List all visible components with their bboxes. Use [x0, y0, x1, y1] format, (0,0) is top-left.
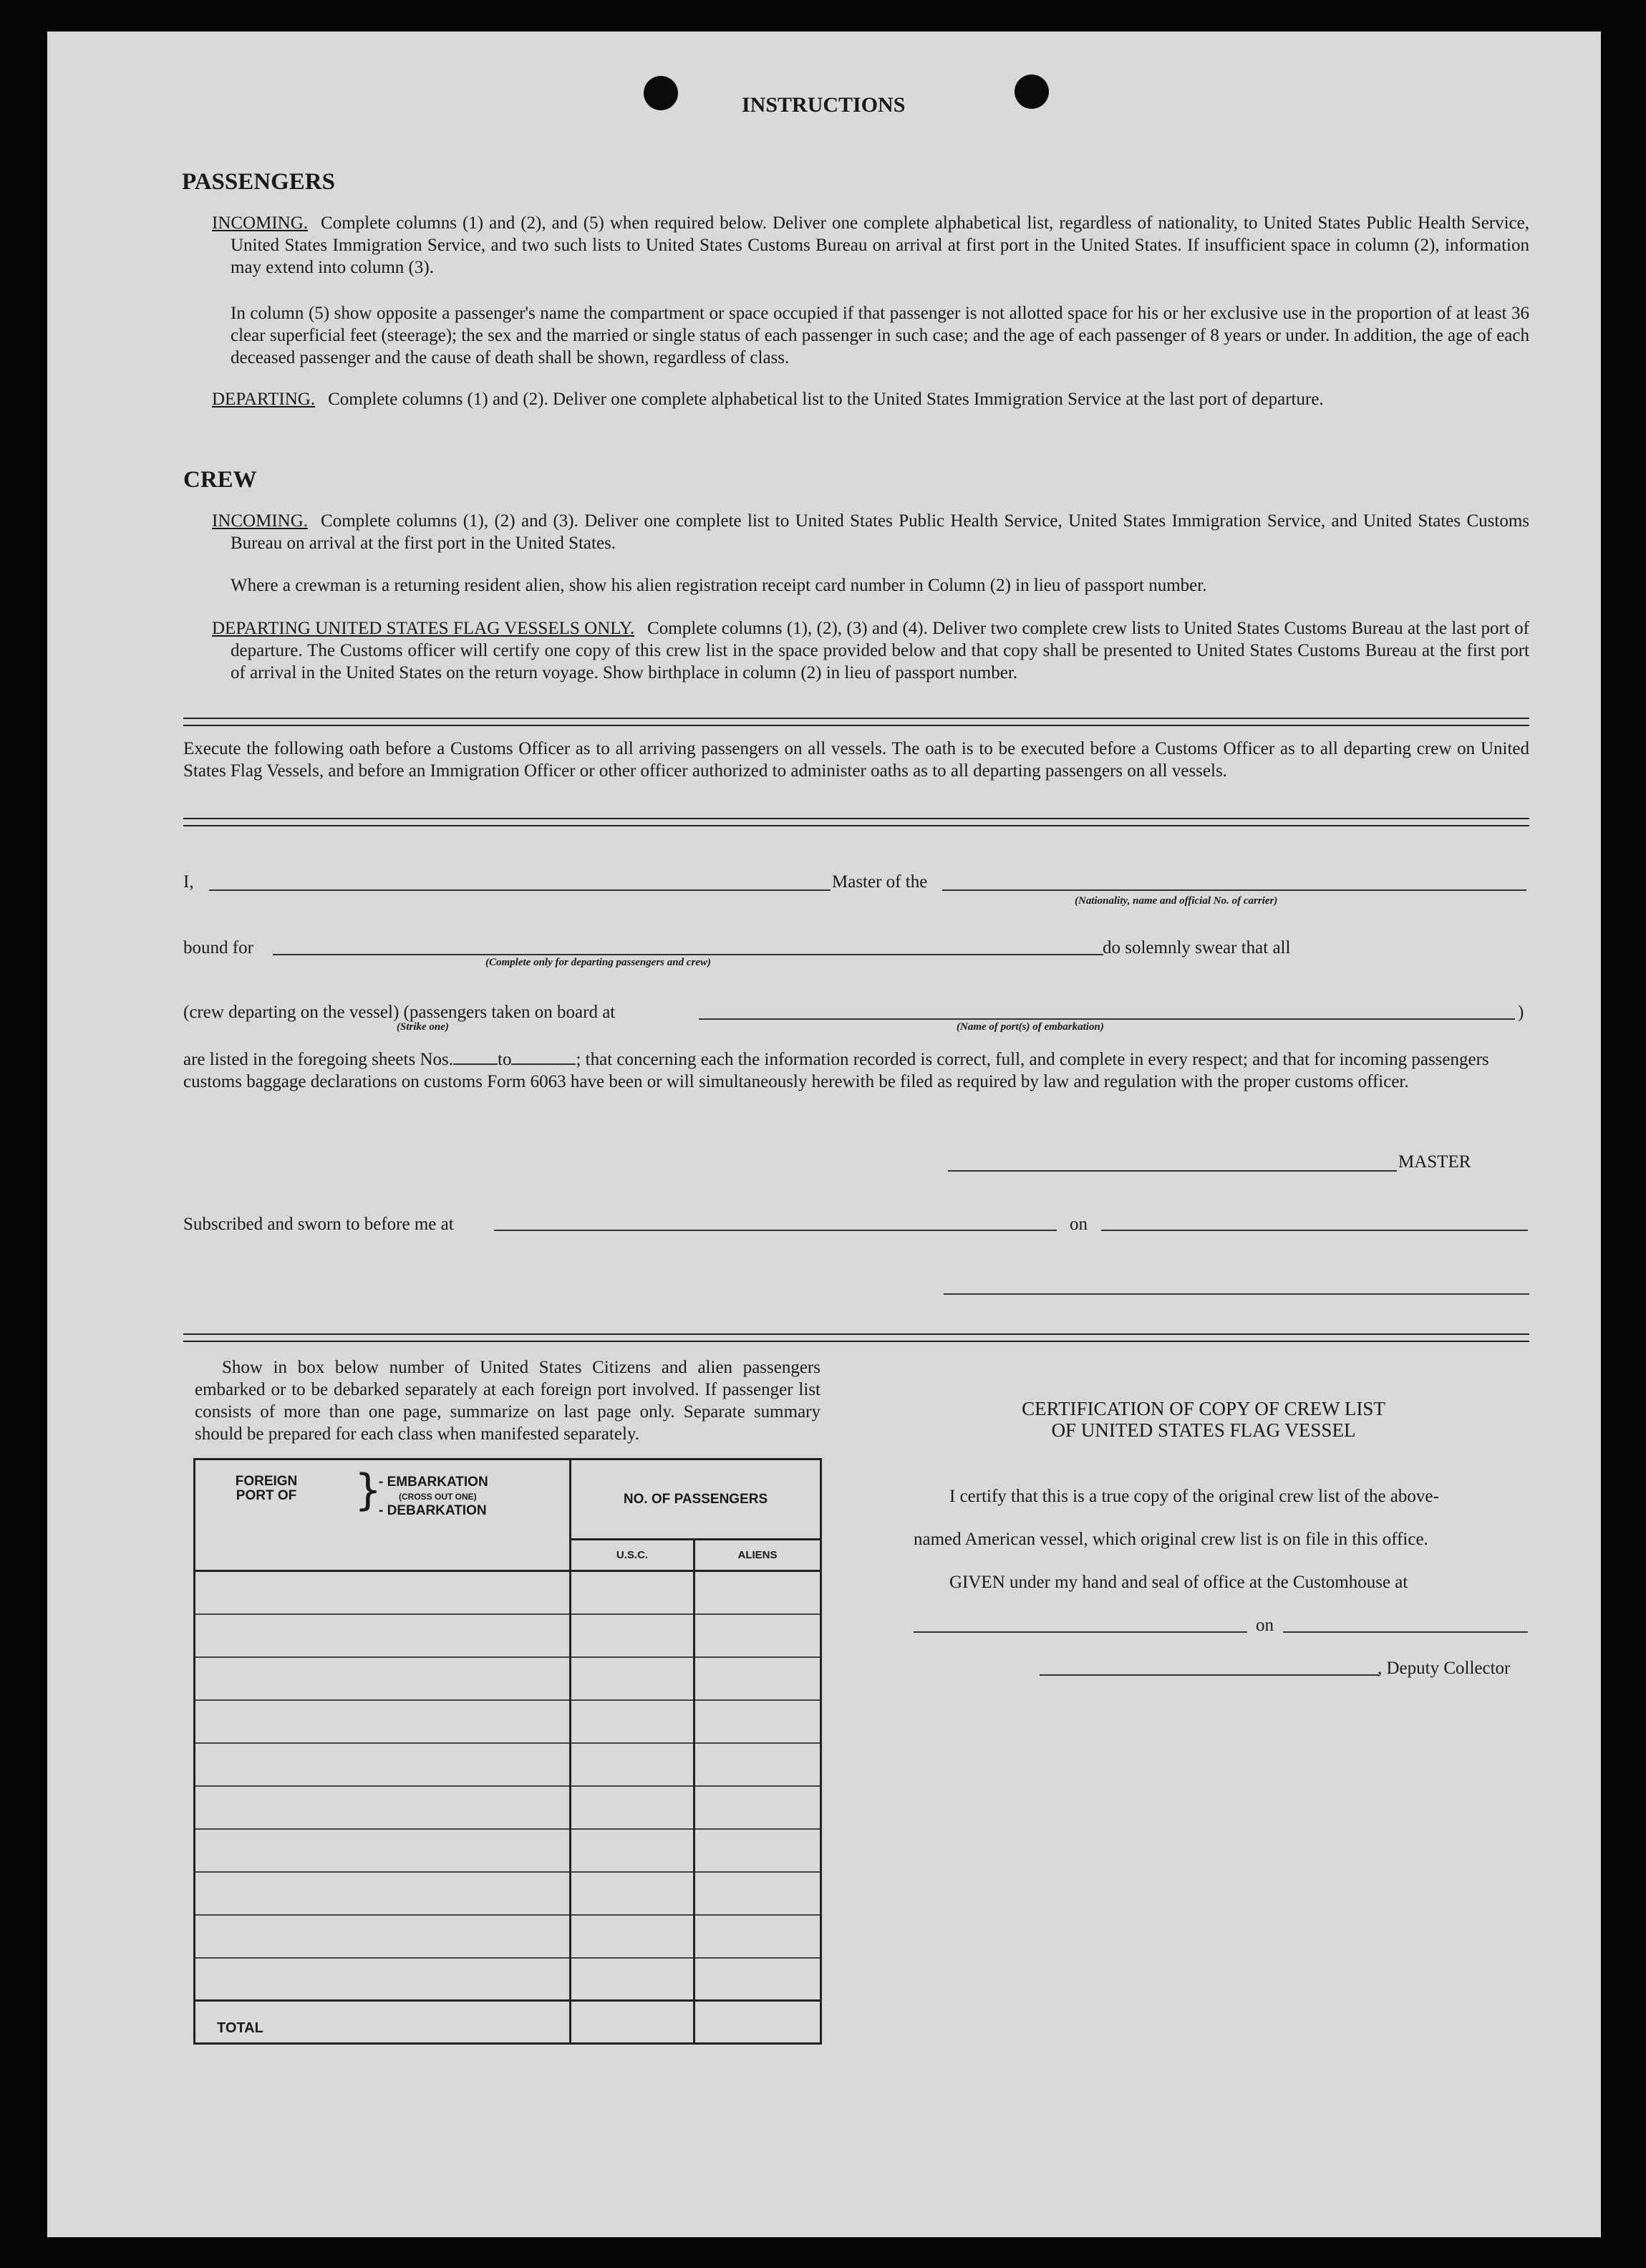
port-cell[interactable] — [195, 1915, 571, 1958]
deputy-collector-label: , Deputy Collector — [1378, 1659, 1511, 1678]
total-label: TOTAL — [195, 2001, 571, 2044]
passengers-incoming-paragraph — [212, 212, 1529, 279]
usc-cell[interactable] — [571, 1786, 694, 1829]
port-cell[interactable] — [195, 1958, 571, 2001]
usc-cell[interactable] — [571, 1657, 694, 1700]
port-cell[interactable] — [195, 1614, 571, 1657]
usc-cell[interactable] — [571, 1958, 694, 2001]
oath-intro-paragraph — [183, 738, 1529, 782]
port-header-cell — [195, 1459, 571, 1571]
summary-instructions-text: Show in box below number of United States Citizens and alien passengers embarked or to be debarked separately at each foreign port involved. If passenger list consists of more than one page, summarize on last page only. Separate summary should be prepared for each class when manifested separately. — [195, 1358, 820, 1444]
page-title: INSTRUCTIONS — [742, 93, 906, 117]
usc-cell[interactable] — [571, 1614, 694, 1657]
embarkation-label: - EMBARKATION — [379, 1475, 488, 1490]
crew-resident-paragraph — [231, 574, 1529, 597]
form-sheet — [47, 32, 1601, 2237]
bound-for-caption: (Complete only for departing passengers and crew) — [485, 957, 711, 968]
aliens-cell[interactable] — [694, 1915, 821, 1958]
crew-departing-text: Complete columns (1), (2), (3) and (4). Deliver two complete crew lists to United States Customs Bureau at the last port of departure. The Customs officer will certify one copy of this crew list in the space provided below and that copy shall be presented to United States Customs Bureau at the first port of arrival in the United States on the return voyage. Show birthplace in column (2) in lieu of passport number. — [231, 619, 1529, 682]
table-row — [195, 1786, 821, 1829]
passengers-column5-paragraph — [231, 302, 1529, 369]
aliens-cell[interactable] — [694, 1829, 821, 1872]
port-cell[interactable] — [195, 1743, 571, 1786]
customhouse-field[interactable] — [914, 1631, 1247, 1633]
table-row — [195, 1700, 821, 1743]
table-row — [195, 1958, 821, 2001]
table-row — [195, 1657, 821, 1700]
passengers-header: NO. OF PASSENGERS — [571, 1459, 821, 1540]
certification-title-line2: OF UNITED STATES FLAG VESSEL — [1051, 1419, 1356, 1441]
port-cell[interactable] — [195, 1872, 571, 1915]
sheet-to-field[interactable] — [511, 1051, 576, 1065]
total-usc-cell[interactable] — [571, 2001, 694, 2044]
passengers-incoming-text: Complete columns (1) and (2), and (5) when required below. Deliver one complete alphabetical list, regardless of nationality, to United States Public Health Service, United States Immigration Service, and two such lists to United States Customs Bureau on arrival at first port in the United States. If insufficient space in column (2), information may extend into column (3). — [231, 213, 1529, 277]
usc-cell[interactable] — [571, 1915, 694, 1958]
divider — [183, 1333, 1529, 1342]
listed-text: ; that concerning each the information recorded is correct, full, and complete in every respect; and that for incoming passengers customs baggage declarations on customs Form 6063 have been or will simultaneously herewith be filed as required by law and regulation with the proper customs officer. — [183, 1050, 1489, 1091]
passengers-column5-text: In column (5) show opposite a passenger's name the compartment or space occupied if that passenger is not allotted space for his or her exclusive use in the proportion of at least 36 clear superficial feet (steerage); the sex and the married or single status of each passenger in such case; and the age of each passenger of 8 years or under. In addition, the age of each deceased passenger and the cause of death shall be shown, regardless of class. — [231, 304, 1529, 367]
usc-header: U.S.C. — [571, 1540, 694, 1571]
aliens-cell[interactable] — [694, 1786, 821, 1829]
subscribed-label: Subscribed and sworn to before me at — [183, 1215, 454, 1234]
divider — [183, 718, 1529, 726]
crew-heading: CREW — [183, 467, 257, 493]
strike-one-caption: (Strike one) — [397, 1021, 449, 1033]
table-row — [195, 1571, 821, 1614]
aliens-cell[interactable] — [694, 1657, 821, 1700]
crew-resident-text: Where a crewman is a returning resident alien, show his alien registration receipt card number in Column (2) in lieu of passport number. — [231, 576, 1207, 595]
port-cell[interactable] — [195, 1700, 571, 1743]
debarkation-label: - DEBARKATION — [379, 1503, 487, 1518]
officer-signature-field[interactable] — [944, 1293, 1529, 1295]
crew-departing-label: (crew departing on the vessel) (passengers taken on board at — [183, 1003, 616, 1022]
passengers-departing-text: Complete columns (1) and (2). Deliver one complete alphabetical list to the United States Immigration Service at the last port of departure. — [328, 390, 1324, 409]
sworn-on-label: on — [1070, 1215, 1088, 1234]
passenger-summary-table — [193, 1458, 822, 2045]
swear-label: do solemnly swear that all — [1103, 938, 1291, 957]
aliens-cell[interactable] — [694, 1872, 821, 1915]
certification-title-line1: CERTIFICATION OF COPY OF CREW LIST — [1022, 1398, 1385, 1419]
sheet-from-field[interactable] — [453, 1051, 498, 1065]
listed-prefix: are listed in the foregoing sheets Nos. — [183, 1050, 453, 1069]
oath-intro-text: Execute the following oath before a Customs Officer as to all arriving passengers on all vessels. The oath is to be executed before a Customs Officer as to all departing crew on United States Flag Vessels, and before an Immigration Officer or other officer authorized to administer oaths as to all departing passengers on all vessels. — [183, 739, 1529, 781]
listed-paragraph — [183, 1048, 1529, 1093]
port-cell[interactable] — [195, 1786, 571, 1829]
passengers-departing-label: DEPARTING. — [212, 390, 316, 409]
given-text: GIVEN under my hand and seal of office at the Customhouse at — [949, 1573, 1408, 1592]
usc-cell[interactable] — [571, 1872, 694, 1915]
sworn-place-field[interactable] — [494, 1230, 1057, 1231]
master-of-label: Master of the — [832, 872, 928, 892]
port-caption: (Name of port(s) of embarkation) — [957, 1021, 1104, 1033]
punch-hole-right — [1015, 74, 1049, 109]
deputy-signature-field[interactable] — [1040, 1674, 1379, 1676]
punch-hole-left — [644, 76, 678, 110]
to-label: to — [498, 1050, 512, 1069]
port-cell[interactable] — [195, 1829, 571, 1872]
summary-instructions-paragraph — [195, 1356, 820, 1445]
certify-line2: named American vessel, which original crew list is on file in this office. — [914, 1530, 1428, 1549]
usc-cell[interactable] — [571, 1700, 694, 1743]
divider — [183, 818, 1529, 826]
brace-icon: } — [354, 1465, 382, 1515]
port-cell[interactable] — [195, 1657, 571, 1700]
port-cell[interactable] — [195, 1571, 571, 1614]
crew-departing-paragraph — [212, 617, 1529, 684]
aliens-header: ALIENS — [694, 1540, 821, 1571]
crew-incoming-label: INCOMING. — [212, 511, 309, 531]
table-row — [195, 1614, 821, 1657]
usc-cell[interactable] — [571, 1743, 694, 1786]
crew-incoming-paragraph — [212, 510, 1529, 554]
crew-incoming-text: Complete columns (1), (2) and (3). Deliver one complete list to United States Public Health Service, United States Immigration Service, and United States Customs Bureau on arrival at the first port in the United States. — [231, 511, 1529, 553]
aliens-cell[interactable] — [694, 1958, 821, 2001]
close-paren: ) — [1518, 1003, 1524, 1022]
sworn-date-field[interactable] — [1101, 1230, 1528, 1231]
passengers-heading: PASSENGERS — [182, 169, 335, 195]
certify-line1: I certify that this is a true copy of the original crew list of the above- — [949, 1487, 1439, 1506]
aliens-cell[interactable] — [694, 1700, 821, 1743]
usc-cell[interactable] — [571, 1571, 694, 1614]
certification-date-field[interactable] — [1283, 1631, 1528, 1633]
usc-cell[interactable] — [571, 1829, 694, 1872]
embarkation-port-field[interactable] — [699, 1018, 1515, 1020]
master-label: MASTER — [1398, 1152, 1471, 1172]
certification-on-label: on — [1256, 1616, 1274, 1635]
bound-for-field[interactable] — [273, 954, 1103, 955]
carrier-field[interactable] — [942, 889, 1526, 891]
crew-departing-label: DEPARTING UNITED STATES FLAG VESSELS ONLY. — [212, 619, 635, 638]
cross-out-label: (CROSS OUT ONE) — [399, 1492, 477, 1502]
aliens-cell[interactable] — [694, 1614, 821, 1657]
carrier-caption: (Nationality, name and official No. of carrier) — [1075, 895, 1278, 907]
aliens-cell[interactable] — [694, 1743, 821, 1786]
bound-for-label: bound for — [183, 938, 253, 957]
table-row — [195, 1915, 821, 1958]
table-row — [195, 1743, 821, 1786]
master-signature-field[interactable] — [948, 1170, 1442, 1172]
master-name-field[interactable] — [209, 889, 841, 891]
passengers-incoming-label: INCOMING. — [212, 213, 309, 233]
aliens-cell[interactable] — [694, 1571, 821, 1614]
oath-i-label: I, — [183, 872, 194, 892]
total-aliens-cell[interactable] — [694, 2001, 821, 2044]
foreign-port-label: FOREIGN PORT OF — [235, 1474, 298, 1503]
total-row — [195, 2001, 821, 2044]
table-row — [195, 1872, 821, 1915]
table-row — [195, 1829, 821, 1872]
passengers-departing-paragraph — [212, 388, 1529, 410]
